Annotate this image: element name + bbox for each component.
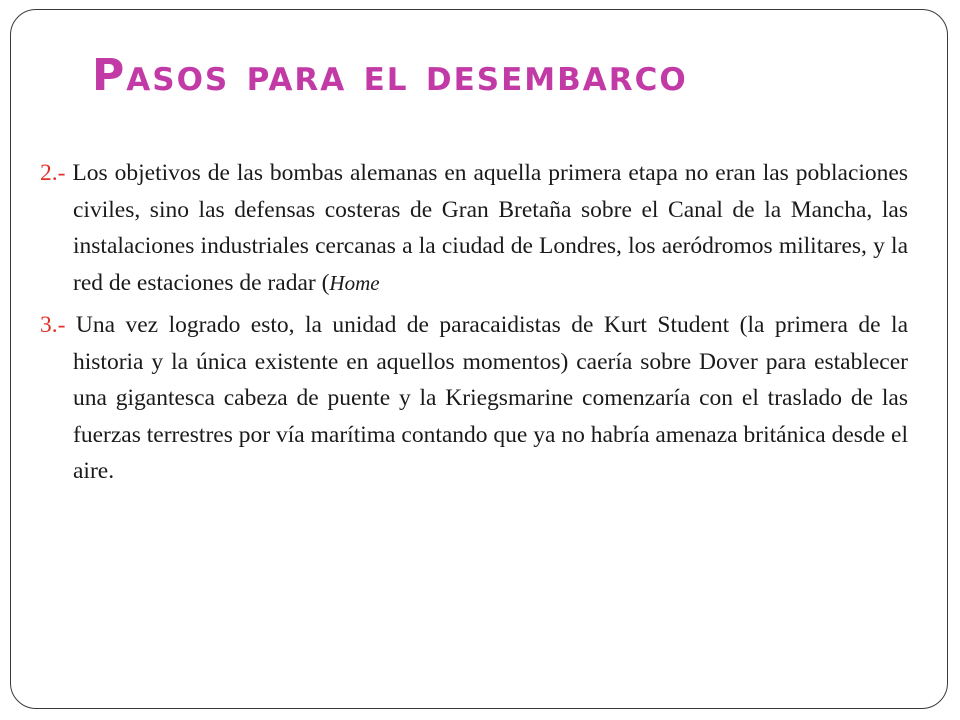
paragraph-text: Una vez logrado esto, la unidad de paracaidistas de Kurt Student (la primera de la historia y la única existente en aquellos momentos) caería sobre Dover para establecer una gigantesca cabeza de puente y la Kriegsmarine comenzaría con el traslado de las fuerzas terrestres por vía marítima contando que ya no habría amenaza británica desde el aire. xyxy=(65,312,908,484)
paragraph-italic-text: Home xyxy=(329,270,380,295)
slide-body xyxy=(40,155,908,496)
paragraph-text: Los objetivos de las bombas alemanas en aquella primera etapa no eran las poblaciones civiles, sino las defensas costeras de Gran Bretaña sobre el Canal de la Mancha, las instalaciones industriales cercanas a la ciudad de Londres, los aeródromos militares, y la red de estaciones de radar ( xyxy=(65,160,908,296)
paragraph-step-3 xyxy=(40,307,908,490)
step-number: 2.- xyxy=(40,160,66,186)
paragraph-step-2 xyxy=(40,155,908,301)
step-number: 3.- xyxy=(40,312,66,338)
slide-title: Pasos para el desembarco xyxy=(92,50,688,101)
